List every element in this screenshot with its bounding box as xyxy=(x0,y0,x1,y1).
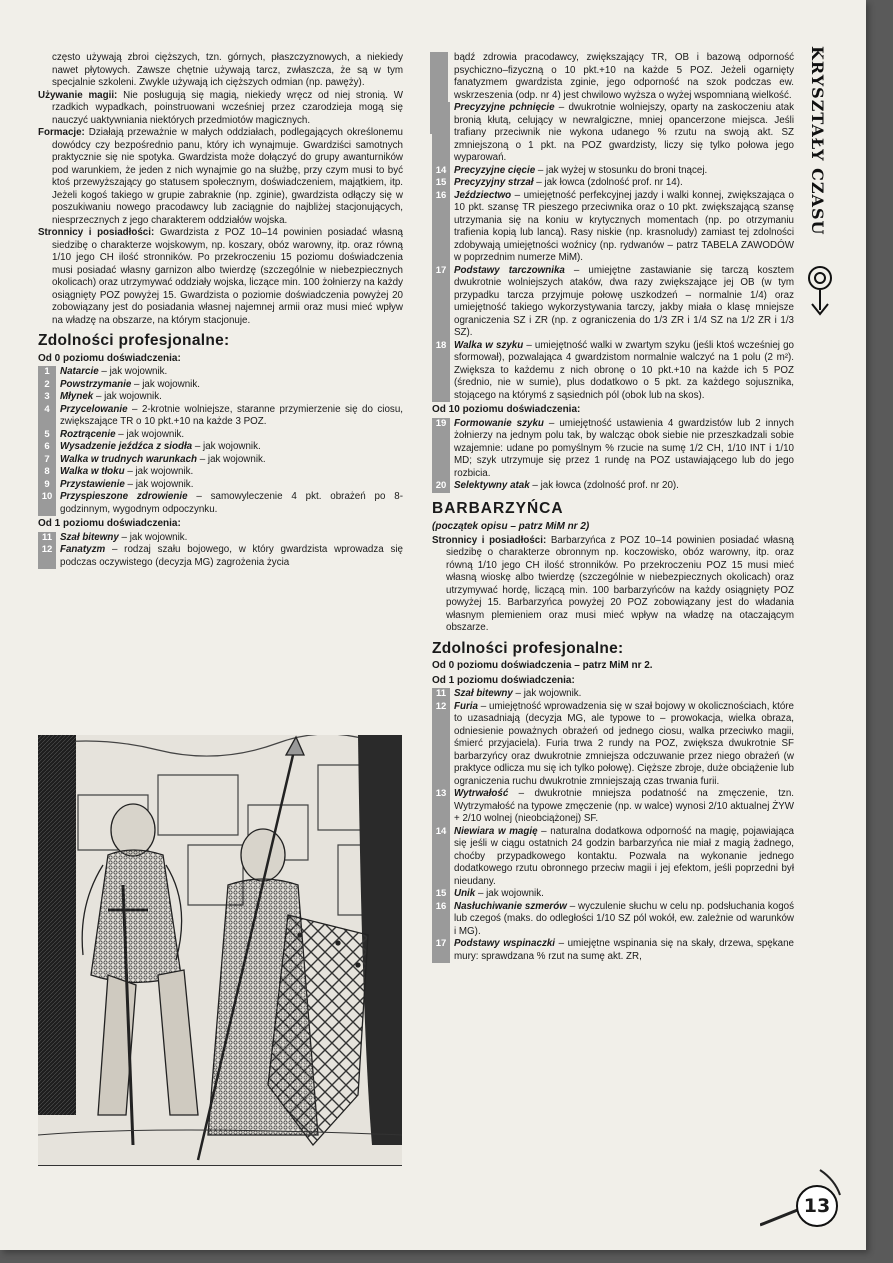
skill-item xyxy=(38,366,403,379)
skill-name: Przystawienie xyxy=(60,478,125,490)
skill-number: 17 xyxy=(432,265,450,340)
skill-text: – jak wojownik. xyxy=(124,478,194,490)
series-side-banner xyxy=(806,40,834,330)
skill-text: – umiejętne zastawianie się tarczą kosztem dwukrotnie wolniejszych ataków, dwa razy zwiększające jej OB (w tym przypadku tarcza przyjmuje połowę uszkodzeń – normalnie 1/4) oraz umiejętność takiego wykorzystywania tarczy, jakby miała o klasę mniejsze ograniczenia SZ i ZR (np. z ograniczenia do 1/3 ZR i 1/4 SZ na 1/2 ZR i 1/3 SZ). xyxy=(454,264,794,338)
armor-paragraph: często używają zbroi cięższych, tzn. górnych, płaszczyznowych, a niekiedy nawet płytowych. Zawsze chętnie używają tarcz, zwłaszcza, że są w tym specjalnie szkoleni. Zwykle używają ich cięższych odmian (np. pawęży). xyxy=(52,52,403,88)
skill-name: Szał bitewny xyxy=(454,688,513,699)
formations-paragraph xyxy=(38,127,403,227)
followers-text: Gwardzista z POZ 10–14 powinien posiadać własną siedzibę o charakterze wojskowym, np. koszary, obóz warowny, itp. oraz równą 1/10 jego CH ilość stronników. Po przekroczeniu 15 poziomu doświadczenia musi posiadać własny garnizon albo twierdzę (szczególnie w niebezpiecznych okolicach) oraz utrzymywać oddziały wojska, liczące min. 100 żołnierzy na każdy osiągnięty POZ powyżej 15. Gwardzista o poziomie doświadczenia powyżej 20 zobowiązany jest do posiadania własnej najemnej armii oraz musi mieć wpływ na władzę na obszarze, na którym stacjonuje. xyxy=(52,227,403,326)
skill-text: – umiejętność perfekcyjnej jazdy i walki konnej, zwiększająca o 10 pkt. szansę TR pieszego przeciwnika oraz o 10 pkt. zwiększającą szansę utrzymania się na koniu w krytycznych momentach (np. po otrzymaniu trafienia kopią lub lancą). Rasy niskie (np. krasnoludy) zamiast tej zdolności zdobywają umiejętności woźnicy (np. rydwanów – patrz TABELA ZAWODÓW w poprzednim numerze MiM). xyxy=(454,189,794,263)
knot-ornament-icon xyxy=(806,260,834,320)
skill-description xyxy=(60,429,403,442)
skill-description xyxy=(454,102,794,165)
skill-name: Walka w trudnych warunkach xyxy=(60,453,198,465)
skill-item xyxy=(432,340,794,403)
skill-description xyxy=(454,788,794,826)
skill-number: 18 xyxy=(432,340,450,403)
skill-number: 14 xyxy=(432,826,450,889)
skill-name: Fanatyzm xyxy=(60,544,106,555)
skill-text: – jak wojownik. xyxy=(192,441,261,452)
skill-name: Precyzyjne pchnięcie xyxy=(454,102,555,113)
skill-number: 14 xyxy=(432,165,450,178)
skill-item xyxy=(432,177,794,190)
skill-description xyxy=(60,366,403,379)
skill-number: 1 xyxy=(38,366,56,379)
skill-text: – jak wojownik. xyxy=(197,453,266,465)
skill-name: Wysadzenie jeźdźca z siodła xyxy=(60,441,193,452)
skill-name: Furia xyxy=(454,700,478,712)
skill-name: Walka w tłoku xyxy=(60,466,125,477)
skill-text: – jak wojownik. xyxy=(475,888,544,899)
skill-item xyxy=(38,491,403,516)
barbarian-title: BARBARZYŃCA xyxy=(432,499,564,517)
skill-text: – naturalna dodatkowa odporność na magię, pojawiająca się jeśli w ciągu ostatnich 24 godzin barbarzyńca nie miał z magią żadnego, choćby przypadkowego kontaktu. Pozwala na wykonanie jednego dodatkowego rzutu obronnego przeciw magii i jej efektom, jeśli poprzedni był nieudany. xyxy=(454,825,794,887)
magic-paragraph xyxy=(38,90,403,128)
skill-text: – jak wojownik. xyxy=(93,391,162,402)
skill-name: Natarcie xyxy=(60,366,99,377)
skill-description xyxy=(60,544,403,569)
skill-description xyxy=(454,826,794,889)
level-10-heading: Od 10 poziomu doświadczenia: xyxy=(432,404,581,415)
skills-list-level-1 xyxy=(38,532,403,570)
skills-list-continued xyxy=(432,102,794,402)
formations-text: Działają przeważnie w małych oddziałach, podlegających określonemu dowódcy czy bezpośrednio panu, który ich wynajmuje. Gwardziści samotnych praktycznie się nie spotyka. Gwardzista może dołączyć do grupy awanturników pod warunkiem, że jeden z nich wynajmie go na służbę, przy czym musi to być ktoś przewyższający go statusem społecznym, doświadczeniem, majątkiem, itp. Jeżeli kogoś takiego w grupie zabraknie (np. zginie), gwardzista odłączy się w poszukiwaniu nowego pracodawcy lub zaciągnie do najbliżej stacjonujących, niesprzecznych z jego charakterem oddziałów wojska. xyxy=(52,127,403,226)
skill-item xyxy=(432,102,794,165)
skill-item xyxy=(38,441,403,454)
skill-item xyxy=(38,479,403,492)
skills-heading: Zdolności profesjonalne: xyxy=(38,332,230,349)
skill-name: Wytrwałość xyxy=(454,788,509,799)
skill-text: – jak łowca (zdolność prof. nr 14). xyxy=(533,177,683,188)
skill-number: 15 xyxy=(432,888,450,901)
skill-number: 4 xyxy=(38,404,56,429)
skill-name: Podstawy wspinaczki xyxy=(454,938,556,949)
skill-description xyxy=(454,888,794,901)
skill-description xyxy=(454,177,794,190)
skill-text: – umiejętność wprowadzenia się w szał bojowy w okolicznościach, które to uzasadniają (decyzja MG, ale typowe to – prowokacja, wielka obraza, odniesienie poważnych obrażeń od jednego ciosu, walka przeciwko magii, śmierć przyjaciela). Furia trwa 2 rundy na POZ, zwiększa dwukrotnie SF barbarzyńcy oraz dwukrotnie zmniejsza odczuwanie przez niego obrażeń (w praktyce odlicza mu się ich tylko połowę). Cięższe zbroje, duże obciążenie lub ograniczenia ruchu dwukrotnie zmniejszają czas trwania furii. xyxy=(454,700,794,787)
skill-description xyxy=(60,404,403,429)
skill-number: 7 xyxy=(38,454,56,467)
skill-item xyxy=(38,379,403,392)
barbarian-skills-heading: Zdolności profesjonalne: xyxy=(432,639,624,657)
skill-number: 11 xyxy=(38,532,56,545)
skill-number: 9 xyxy=(38,479,56,492)
skill-number: 15 xyxy=(432,177,450,190)
skill-name: Młynek xyxy=(60,391,94,402)
skill-text: – jak łowca (zdolność prof. nr 20). xyxy=(529,480,679,491)
skill-item xyxy=(38,391,403,404)
skill-text: – umiejętne wspinania się na skały, drzewa, spękane mury: sprawdzana % rzut na sumę akt. ZR, xyxy=(454,938,794,962)
skill-text: – jak wojownik. xyxy=(512,688,582,699)
skill-description xyxy=(60,454,403,467)
skills-list-level-10 xyxy=(432,418,794,493)
skill-text: – wyczulenie słuchu w celu np. podsłuchania kogoś lub czegoś (maks. do odległości 1/10 SZ pól wokół, ew. zależnie od warunków i MG). xyxy=(454,900,795,937)
level-0-heading: Od 0 poziomu doświadczenia: xyxy=(38,352,181,364)
skill-description xyxy=(60,441,403,454)
skill-name: Podstawy tarczownika xyxy=(454,264,565,276)
barbarian-level-1-heading: Od 1 poziomu doświadczenia: xyxy=(432,674,575,686)
skill-description xyxy=(454,901,794,939)
skill-text: – rodzaj szału bojowego, w który gwardzista wprowadza się podczas oczywistego (decyzja MG) zagrożenia życia xyxy=(60,544,403,568)
skill-number: 12 xyxy=(38,544,56,569)
skill-number: 19 xyxy=(432,418,450,481)
skill-name: Niewiara w magię xyxy=(454,825,538,837)
skill-description xyxy=(454,701,794,789)
skill-text: – jak wyżej w stosunku do broni tnącej. xyxy=(535,164,708,176)
skill-item xyxy=(432,190,794,265)
skill-description xyxy=(60,532,403,545)
skill-item xyxy=(432,418,794,481)
skill-number: 11 xyxy=(432,688,450,701)
skill-name: Selektywny atak xyxy=(454,480,530,491)
skill-description xyxy=(454,340,794,403)
skill-item xyxy=(38,466,403,479)
skill-text: – umiejętność walki w zwartym szyku (jeśli ktoś wcześniej go sformował), pozwalająca 4 gwardzistom normalnie walczyć na 1 polu (2 m²). Zwiększa to każdemu z nich obronę o 10 pkt.+10 na każde ich 5 POZ (średnio, nie w sumie), plus dodatkowo o 5 pkt. za każdego sojusznika, stojącego na którymś z sąsiednich pól (obok lub na skos). xyxy=(454,339,794,401)
skill-number: 16 xyxy=(432,190,450,265)
skill-name: Unik xyxy=(454,888,476,899)
page-number: 13 xyxy=(796,1185,838,1227)
skill-number: 8 xyxy=(38,466,56,479)
skill-description xyxy=(60,379,403,392)
skill-text: – dwukrotnie wolniejszy, oparty na zaskoczeniu atak bronią kłutą, celujący w newralgiczne, mniej opancerzone miejsca. Jeśli trafiany przeciwnik nie wykona udanego % rzutu na swoją akt. SZ zmniejszoną o 1 pkt. na POZ gwardzisty, liczy się tylko połowa jego wyparowań. xyxy=(454,102,795,163)
skill-description xyxy=(454,265,794,340)
skill-number: 3 xyxy=(38,391,56,404)
skill-item xyxy=(432,480,794,493)
skill-description xyxy=(454,418,794,481)
skill-item xyxy=(432,165,794,178)
skill-name: Precyzyjne cięcie xyxy=(454,164,536,176)
skill-description xyxy=(454,688,794,701)
skill-description xyxy=(454,165,794,178)
skill-number: 17 xyxy=(432,938,450,963)
skill-item xyxy=(38,544,403,569)
skill-name: Szał bitewny xyxy=(60,531,119,543)
skill-description xyxy=(60,479,403,492)
magic-label: Używanie magii: xyxy=(38,89,118,101)
skill-description xyxy=(60,466,403,479)
skill-name: Formowanie szyku xyxy=(454,417,544,429)
fanatyzm-continuation: bądź zdrowia pracodawcy, zwiększający TR, OB i bazową odporność psychiczno–fizyczną o 10 pkt.+10 na każde 5 POZ. Jeżeli ogarnięty fanatyzmem gwardzista zginie, jego odporność na szok podczas ew. wskrzeszenia (odp. nr 4) jest chwilowo wyższa o wyżej wspomnianą wielkość. xyxy=(454,52,794,101)
formations-label: Formacje: xyxy=(38,127,85,138)
page-number-emblem xyxy=(760,1165,850,1235)
skill-text: – jak wojownik. xyxy=(115,428,185,440)
barbarian-followers-paragraph xyxy=(432,535,794,635)
skill-description xyxy=(60,491,403,516)
skill-number: 5 xyxy=(38,429,56,442)
skill-item xyxy=(432,788,794,826)
skill-number: 20 xyxy=(432,480,450,493)
skill-item xyxy=(38,429,403,442)
barbarian-subtitle: (początek opisu – patrz MiM nr 2) xyxy=(432,521,590,532)
skill-name: Walka w szyku xyxy=(454,339,524,351)
skill-description xyxy=(454,938,794,963)
skill-item xyxy=(432,826,794,889)
right-column xyxy=(432,52,794,963)
skill-name: Powstrzymanie xyxy=(60,378,132,390)
skills-list-level-0 xyxy=(38,366,403,516)
skill-name: Nasłuchiwanie szmerów xyxy=(454,900,567,912)
skill-text: – jak wojownik. xyxy=(98,366,168,377)
skill-text: – samowyleczenie 4 pkt. obrażeń po 8-godzinnym, wygodnym odpoczynku. xyxy=(60,491,403,515)
skill-name: Roztrącenie xyxy=(60,428,116,440)
skill-description xyxy=(454,190,794,265)
skill-number: 6 xyxy=(38,441,56,454)
level-1-heading: Od 1 poziomu doświadczenia: xyxy=(38,518,181,529)
magic-text: Nie posługują się magią, niekiedy wręcz od niej stronią. W rzadkich wypadkach, poinstruowani wcześniej przez czarodzieja mogą się nauczyć uaktywniania niektórych przedmiotów magicznych. xyxy=(52,89,404,126)
continuation-marker-band xyxy=(430,52,448,134)
skill-item xyxy=(432,888,794,901)
skill-name: Jeździectwo xyxy=(454,189,512,201)
series-title: KRYSZTAŁY CZASU xyxy=(808,46,827,236)
skill-item xyxy=(432,265,794,340)
skill-number: 16 xyxy=(432,901,450,939)
skill-name: Przyspieszone zdrowienie xyxy=(60,491,188,502)
left-column xyxy=(38,52,403,569)
skill-text: – jak wojownik. xyxy=(118,531,188,543)
skill-item xyxy=(38,532,403,545)
skill-item xyxy=(432,688,794,701)
skill-text: – jak wojownik. xyxy=(131,378,200,390)
illustration-drawing xyxy=(38,735,402,1165)
skill-text: – jak wojownik. xyxy=(124,466,194,477)
skill-description xyxy=(454,480,794,493)
skill-item xyxy=(38,454,403,467)
skill-text: – dwukrotnie mniejsza podatność na zmęczenie, tzn. Wytrzymałość na typowe zmęczenie (np. w walce) wynosi 2/10 aktualnej ŻYW + 2/10 wolnej (nieobciążonej) SF. xyxy=(454,788,794,824)
skill-description xyxy=(60,391,403,404)
guardsmen-illustration xyxy=(38,735,402,1166)
barbarian-followers-text: Barbarzyńca z POZ 10–14 powinien posiadać własną siedzibę o charakterze obronnym np. koczowisko, obóz warowny, itp. oraz równą 1/10 jego CH ilość stronników. Po przekroczeniu POZ 15 musi mieć własną wioskę albo twierdzę (szczególnie w niebezpiecznych okolicach) oraz utrzymywać hordę, liczącą min. 100 barbarzyńców na każdy osiągnięty POZ powyżej 15. Barbarzyńca powyżej 20 POZ zobowiązany jest do władania własnym plemieniem oraz musi mieć wpływ na władzę na otaczającym obszarze. xyxy=(446,534,794,633)
skill-number: 2 xyxy=(38,379,56,392)
skill-name: Przycelowanie xyxy=(60,403,128,415)
followers-label: Stronnicy i posiadłości: xyxy=(38,227,155,238)
skill-name: Precyzyjny strzał xyxy=(454,177,534,188)
skill-item xyxy=(38,404,403,429)
skill-number: 13 xyxy=(432,788,450,826)
skill-item xyxy=(432,938,794,963)
barbarian-skills-list xyxy=(432,688,794,963)
followers-paragraph xyxy=(38,227,403,327)
barbarian-level-0-heading: Od 0 poziomu doświadczenia – patrz MiM nr 2. xyxy=(432,660,653,671)
skill-number: 10 xyxy=(38,491,56,516)
skill-item xyxy=(432,901,794,939)
skill-text: – umiejętność ustawienia 4 gwardzistów lub 2 innych żołnierzy na jednym polu tak, by walcząc obok siebie nie przeszkadzali sobie wzajemnie: udane po pomyślnym % rzucie na sumę 1/2 CH, 1/10 INT i 1/10 MD; szyk utrzymuje się przez 1 rundę na POZ ustawiającego lub do jego rozbicia. xyxy=(454,417,795,479)
skill-item xyxy=(432,701,794,789)
barbarian-followers-label: Stronnicy i posiadłości: xyxy=(432,534,547,546)
skill-number: 12 xyxy=(432,701,450,789)
skill-text: – 2-krotnie wolniejsze, staranne przymierzenie się do ciosu, zwiększające TR o 10 pkt.+10 na każde 3 POZ. xyxy=(60,403,403,427)
